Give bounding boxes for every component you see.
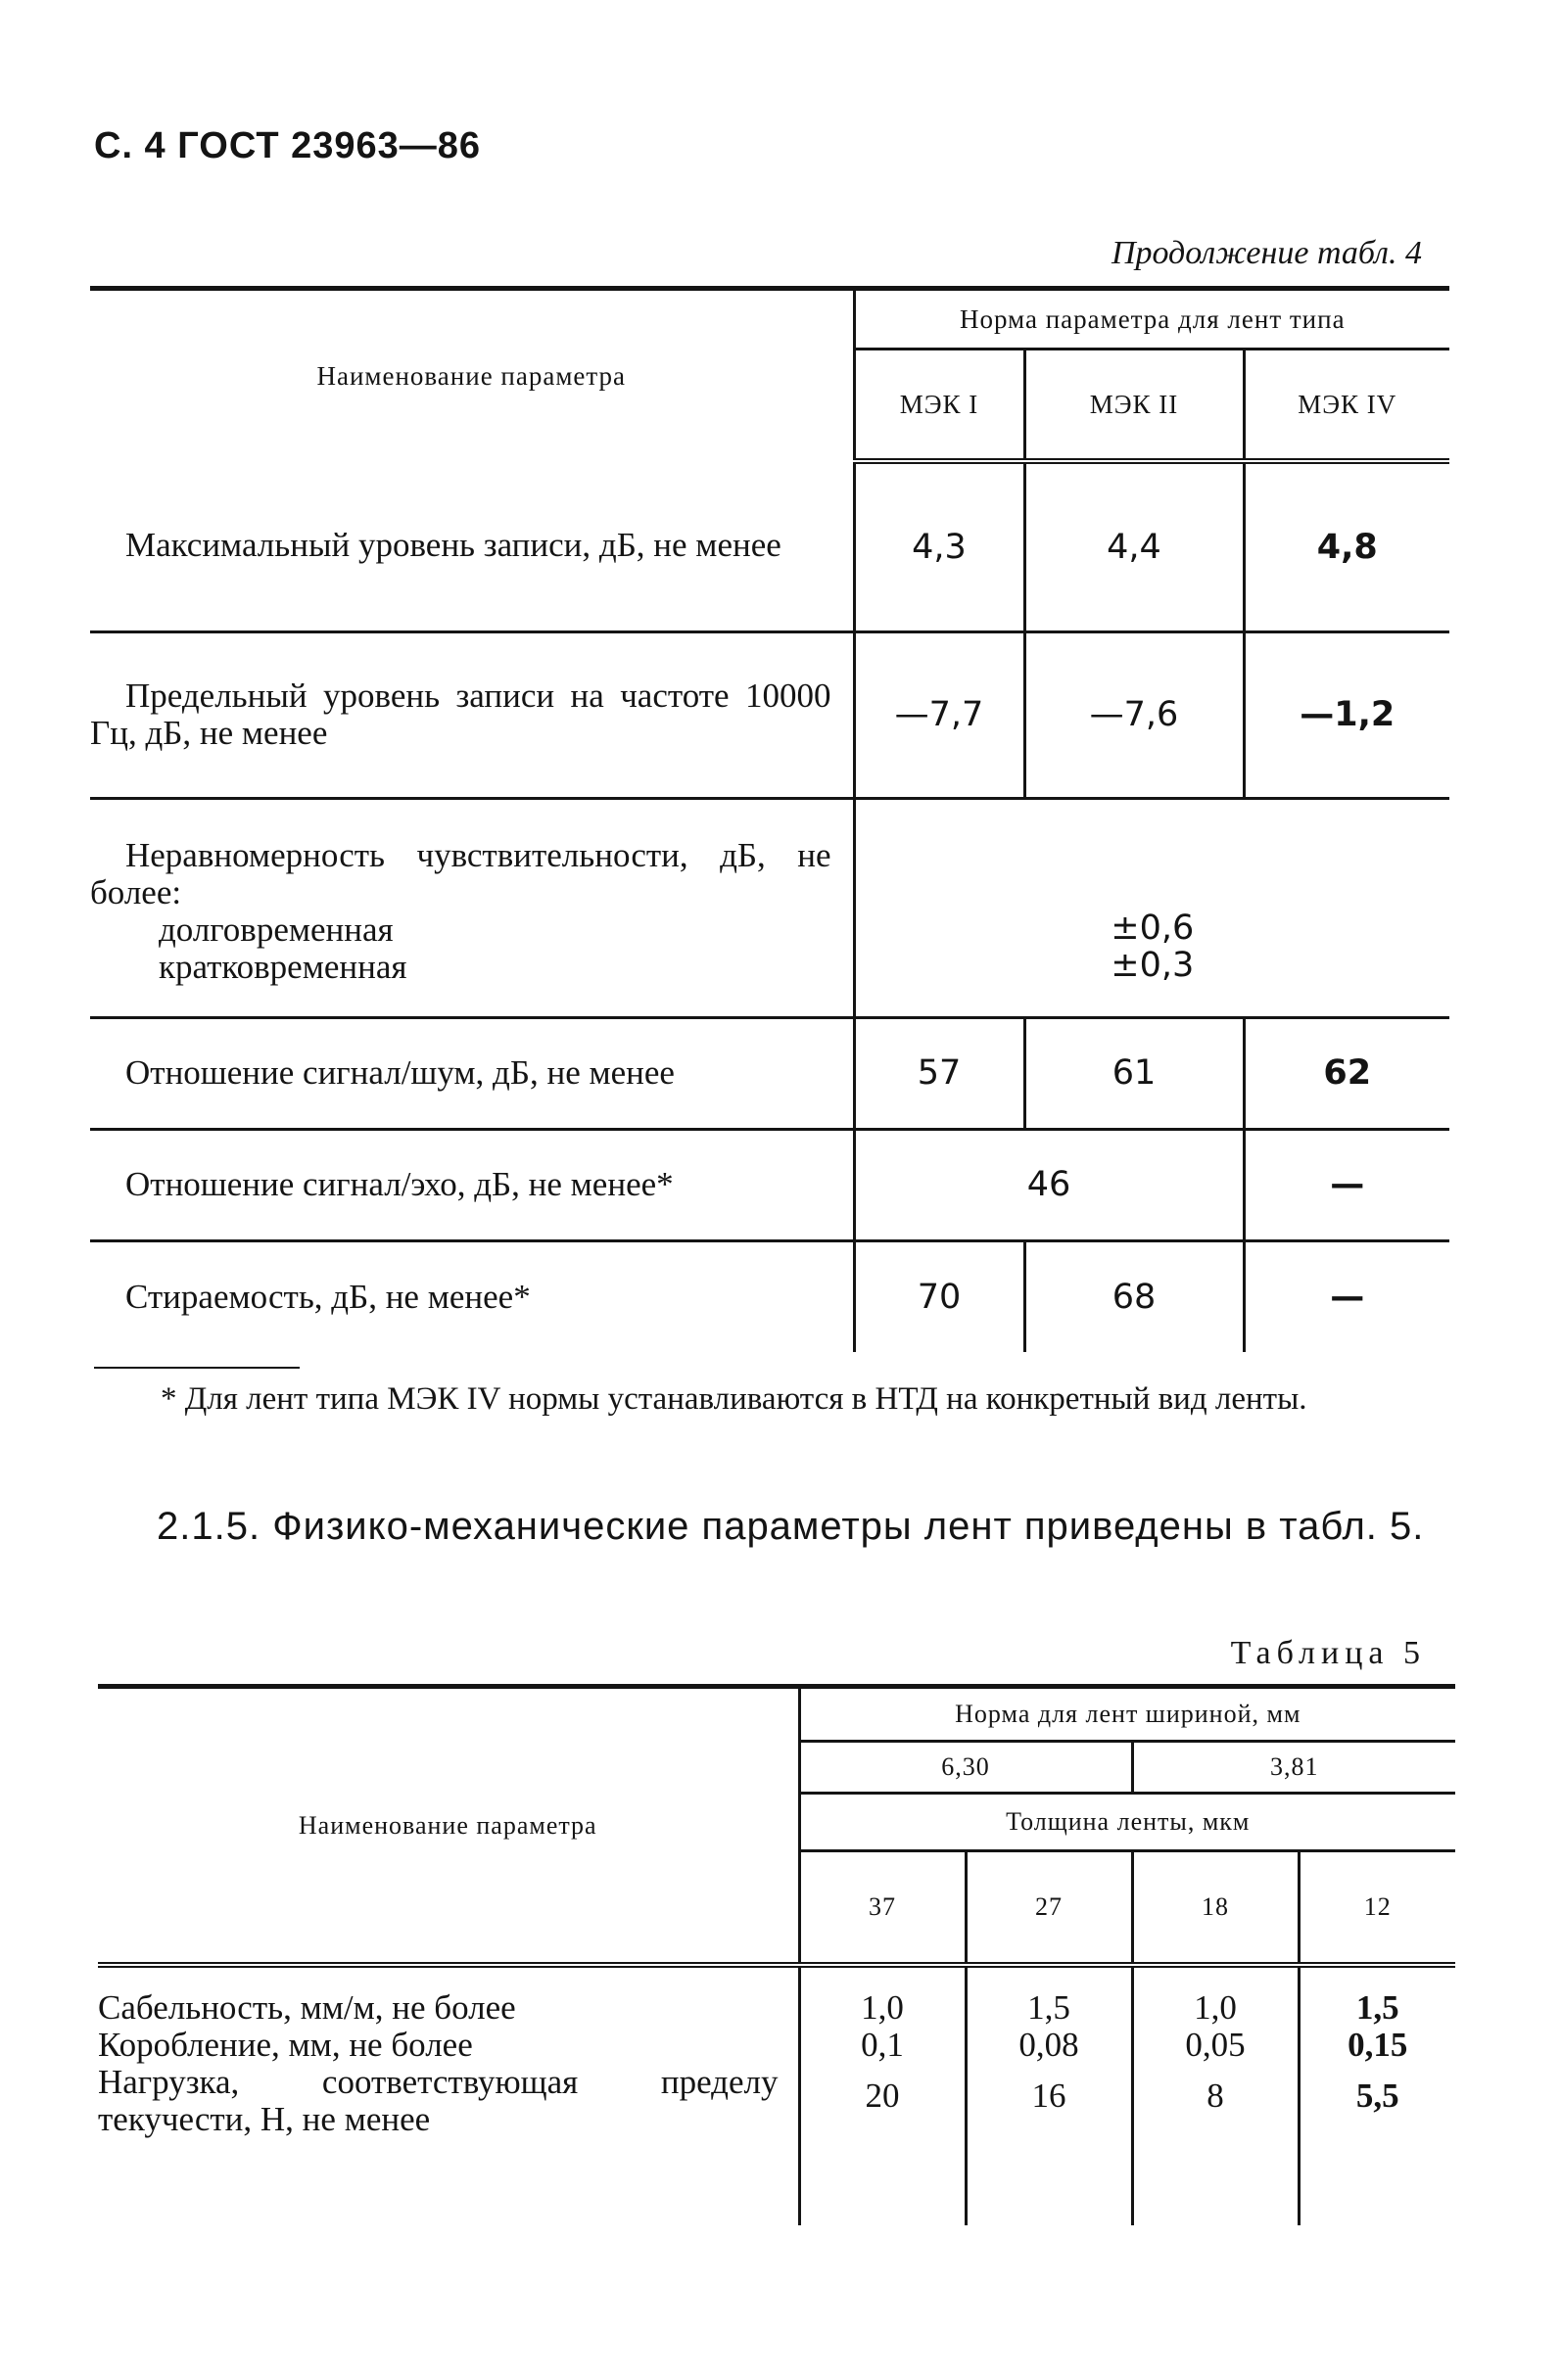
col-name-header: Наименование параметра xyxy=(298,1810,597,1840)
value-cell: 0,05 xyxy=(1185,2026,1246,2064)
value-cell: 0,15 xyxy=(1348,2026,1408,2064)
value-column xyxy=(1299,1965,1455,2225)
merged-value-cell xyxy=(854,798,1449,1017)
value-cell: —1,2 xyxy=(1244,631,1449,798)
value-cell: 16 xyxy=(1031,2077,1066,2115)
thickness-header: Толщина ленты, мкм xyxy=(799,1794,1455,1851)
thickness-value: 12 xyxy=(1299,1851,1455,1966)
value-cell: 8 xyxy=(1206,2077,1224,2115)
value-cell: 5,5 xyxy=(1355,2077,1399,2115)
value-cell: 1,5 xyxy=(1027,1988,1070,2027)
group-header: Норма параметра для лент типа xyxy=(854,289,1449,350)
thickness-value: 37 xyxy=(799,1851,966,1966)
value-cell: — xyxy=(1244,1240,1449,1352)
type-header: МЭК II xyxy=(1024,350,1244,462)
value-cell: 70 xyxy=(854,1240,1024,1352)
param-cell: Предельный уровень записи на частоте 10000 Гц, дБ, не менее xyxy=(90,631,854,798)
width-header: 6,30 xyxy=(799,1742,1132,1794)
param-cell: Отношение сигнал/шум, дБ, не менее xyxy=(90,1017,854,1129)
value-cell: 46 xyxy=(854,1129,1244,1240)
value-short-term: ±0,3 xyxy=(1111,945,1195,985)
thickness-value: 18 xyxy=(1132,1851,1299,1966)
value-cell: 4,8 xyxy=(1244,461,1449,631)
value-column xyxy=(799,1965,966,2225)
param-cell: Отношение сигнал/эхо, дБ, не менее* xyxy=(90,1129,854,1240)
col-name-header: Наименование параметра xyxy=(316,360,627,391)
value-cell: 62 xyxy=(1244,1017,1449,1129)
value-cell: —7,6 xyxy=(1024,631,1244,798)
value-cell: 0,1 xyxy=(861,2026,904,2064)
page-header: С. 4 ГОСТ 23963—86 xyxy=(94,125,482,166)
param-cell xyxy=(98,1965,799,2225)
group-header: Норма для лент шириной, мм xyxy=(799,1687,1455,1742)
param-line: Нагрузка, соответствующая пределу текучести, Н, не менее xyxy=(98,2063,779,2138)
section-paragraph: 2.1.5. Физико-механические параметры лент приведены в табл. 5. xyxy=(157,1505,1425,1548)
value-cell: 20 xyxy=(865,2077,900,2115)
value-cell: 0,08 xyxy=(1018,2026,1079,2064)
param-cell: Максимальный уровень записи, дБ, не менее xyxy=(125,526,781,565)
param-cell: Неравномерность чувствительности, дБ, не более: долговременная кратковременная xyxy=(90,798,854,1017)
param-line: Коробление, мм, не более xyxy=(98,2026,473,2064)
footnote: * Для лент типа МЭК IV нормы устанавливаются в НТД на конкретный вид ленты. xyxy=(161,1381,1307,1417)
value-cell: 4,3 xyxy=(854,461,1024,631)
table-4 xyxy=(90,286,1449,1352)
thickness-value: 27 xyxy=(966,1851,1132,1966)
value-cell: 1,0 xyxy=(1194,1988,1237,2027)
width-header: 3,81 xyxy=(1132,1742,1455,1794)
value-cell: —7,7 xyxy=(854,631,1024,798)
value-cell: 57 xyxy=(854,1017,1024,1129)
table-5 xyxy=(98,1684,1455,2225)
param-cell: Стираемость, дБ, не менее* xyxy=(90,1240,854,1352)
value-cell: 68 xyxy=(1024,1240,1244,1352)
footnote-divider xyxy=(94,1367,300,1369)
table5-caption: Таблица 5 xyxy=(1230,1635,1426,1671)
value-cell: 1,5 xyxy=(1355,1988,1399,2027)
table4-caption: Продолжение табл. 4 xyxy=(1111,235,1422,271)
type-header: МЭК IV xyxy=(1244,350,1449,462)
value-column xyxy=(966,1965,1132,2225)
value-cell: 61 xyxy=(1024,1017,1244,1129)
value-cell: 4,4 xyxy=(1024,461,1244,631)
value-long-term: ±0,6 xyxy=(1111,908,1195,948)
type-header: МЭК I xyxy=(854,350,1024,462)
value-column xyxy=(1132,1965,1299,2225)
param-line: Сабельность, мм/м, не более xyxy=(98,1988,516,2027)
value-cell: 1,0 xyxy=(861,1988,904,2027)
value-cell: — xyxy=(1244,1129,1449,1240)
